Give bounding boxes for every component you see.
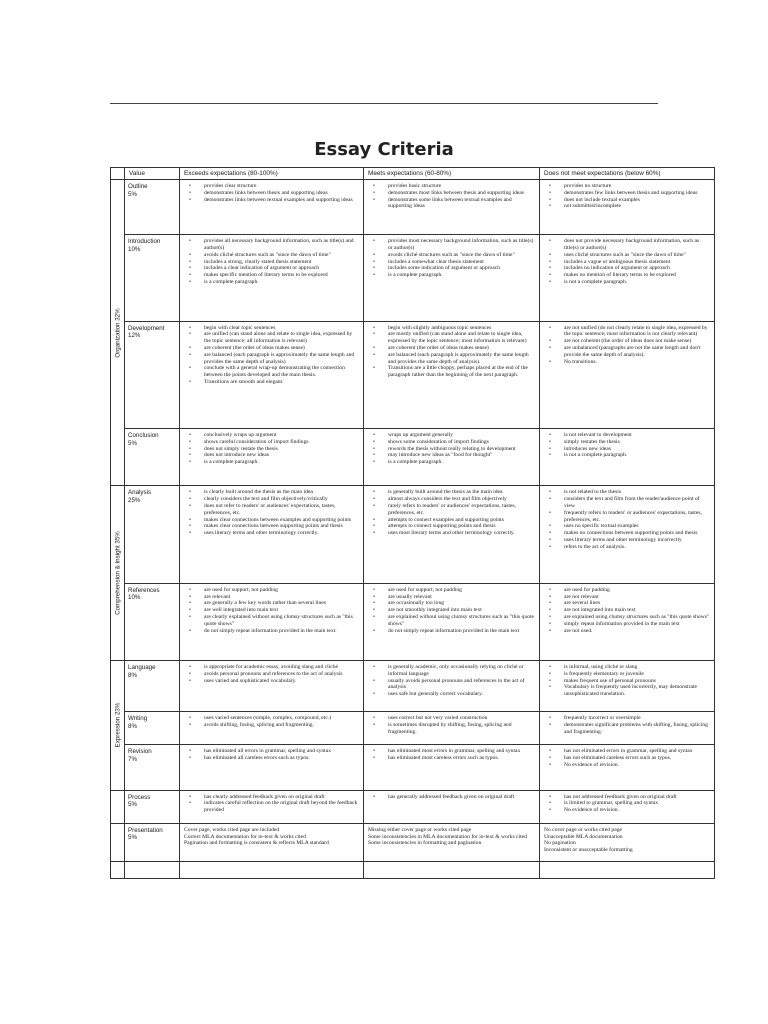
bullet-item: • has not eliminated careless errors such as typos.: [544, 755, 710, 762]
cell-not-meet: [540, 823, 715, 861]
cell-line: Pagination and formatting is consistent & reflects MLA standard: [184, 840, 329, 847]
cell-not-meet: [540, 745, 715, 790]
bullet-item: • does not refer to readers' or audiences' expectations, tastes, preferences, etc.: [184, 503, 359, 517]
bullet-list: [366, 792, 537, 801]
bullet-item: • includes no indication of argument or approach: [544, 265, 710, 272]
criterion-name-cell: [125, 180, 180, 235]
table-row: [111, 486, 715, 583]
bullet-item: • demonstrates links between textual examples and supporting ideas: [184, 197, 359, 204]
bullet-item: • are explained using clumsy structures such as "this quote shows": [544, 614, 710, 621]
top-rule: [110, 103, 658, 104]
bullet-item: • does not introduce new ideas: [184, 452, 359, 459]
bullet-item: • simply restates the thesis: [544, 439, 710, 446]
criterion-name-cell: [125, 321, 180, 428]
bullet-item: • simply repeat information provided in the main text: [544, 621, 710, 628]
bullet-item: • has eliminated all errors in grammar, spelling and syntax: [184, 748, 359, 755]
bullet-item: • are used for support, not padding: [368, 587, 535, 594]
bullet-item: • includes some indication of argument or approach: [368, 265, 535, 272]
bullet-item: • are not relevant: [544, 594, 710, 601]
bullet-item: • demonstrates most links between thesis and supporting ideas: [368, 190, 535, 197]
empty-cell: [125, 861, 180, 878]
bullet-item: • do not simply repeat information provided in the main text: [368, 628, 535, 635]
bullet-item: • is not related to the thesis: [544, 489, 710, 496]
bullet-item: • avoids personal pronouns and references to the act of analysis: [184, 671, 359, 678]
header-row: [111, 168, 715, 180]
bullet-list: [542, 713, 712, 735]
cell-meets: [364, 823, 540, 861]
bullet-list: [182, 323, 361, 386]
cell-line: Unacceptable MLA documentation: [544, 833, 623, 840]
bullet-item: • rarely refers to readers' or audiences' expectations, tastes, preferences, etc.: [368, 503, 535, 517]
bullet-item: • are coherent (the order of ideas makes sense): [368, 345, 535, 352]
bullet-item: • is appropriate for academic essay, avoiding slang and cliché: [184, 664, 359, 671]
bullet-item: • avoids cliché structures such as "since the dawn of time": [368, 252, 535, 259]
group-label: Expression 23%: [114, 702, 121, 748]
cell-exceeds: [180, 790, 364, 823]
bullet-list: [366, 746, 537, 762]
bullet-list: [366, 323, 537, 380]
bullet-item: • has eliminated most errors in grammar, spelling and syntax: [368, 748, 535, 755]
bullet-item: • is sometimes disrupted by shifting, fusing, splicing and fragmenting.: [368, 722, 535, 736]
cell-exceeds: [180, 745, 364, 790]
bullet-item: • are not smoothly integrated into main text: [368, 607, 535, 614]
criterion-weight: 5%: [128, 439, 137, 447]
bullet-item: • considers the text and film from the reader/audience point of view: [544, 496, 710, 510]
cell-line: Correct MLA documentation for in-text & works cited: [184, 833, 306, 840]
bullet-item: • provides all necessary background information, such as title(s) and author(s): [184, 238, 359, 252]
table-row: [111, 583, 715, 660]
cell-exceeds: [180, 321, 364, 428]
bullet-item: • avoids shifting, fusing, splicing and fragmenting.: [184, 722, 359, 729]
bullet-item: • uses most literary terms and other terminology correctly.: [368, 530, 535, 537]
bullet-item: • introduces new ideas: [544, 446, 710, 453]
bullet-item: • No evidence of revision.: [544, 807, 710, 814]
group-label: Comprehension & Insight 35%: [114, 531, 121, 615]
bullet-item: • is not a complete paragraph.: [544, 279, 710, 286]
bullet-item: • is informal, using cliché or slang: [544, 664, 710, 671]
bullet-item: • demonstrates few links between thesis and supporting ideas: [544, 190, 710, 197]
criterion-name: Presentation: [128, 826, 163, 834]
bullet-list: [366, 662, 537, 698]
bullet-item: • is generally academic, only occasionally relying on cliché or informal language: [368, 664, 535, 678]
bullet-item: • are several lines: [544, 600, 710, 607]
bullet-list: [182, 487, 361, 537]
bullet-item: • demonstrates links between thesis and supporting ideas: [184, 190, 359, 197]
bullet-item: • provides most necessary background information, such as title(s) or author(s): [368, 238, 535, 252]
bullet-item: • uses no specific textual examples: [544, 523, 710, 530]
bullet-item: • are usually relevant: [368, 594, 535, 601]
bullet-item: • is clearly built around the thesis as the main idea: [184, 489, 359, 496]
bullet-item: • does not provide necessary background information, such as title(s) or author(s): [544, 238, 710, 252]
group-label: Organization 32%: [114, 308, 121, 358]
criterion-name-cell: [125, 583, 180, 660]
bullet-item: • may introduce new ideas as "food for thought": [368, 452, 535, 459]
bullet-item: • is not relevant to development: [544, 432, 710, 439]
group-label-cell: [111, 661, 125, 791]
cell-exceeds: [180, 712, 364, 745]
bullet-item: • shows careful consideration of import findings: [184, 439, 359, 446]
cell-lines: [182, 825, 361, 847]
bullet-item: • are unbalanced (paragraphs are not the same length and don't provide the same depth of analysis).: [544, 345, 710, 359]
bullet-item: • includes a vague or ambiguous thesis statement: [544, 259, 710, 266]
bullet-item: • makes specific mention of literary terms to be explored: [184, 272, 359, 279]
criterion-name-cell: [125, 823, 180, 861]
criterion-name: Introduction: [128, 238, 161, 246]
bullet-item: • are relevant: [184, 594, 359, 601]
bullet-item: • makes frequent use of personal pronouns: [544, 678, 710, 685]
criterion-name: Outline: [128, 183, 148, 190]
cell-meets: [364, 661, 540, 712]
bullet-item: • attempts to connect examples and supporting points: [368, 517, 535, 524]
empty-cell: [180, 861, 364, 878]
bullet-item: • has eliminated most careless errors such as typos.: [368, 755, 535, 762]
cell-line: Missing either cover page or works cited page: [368, 826, 472, 833]
bullet-item: • is a complete paragraph.: [184, 279, 359, 286]
bullet-item: • demonstrates some links between textual examples and supporting ideas: [368, 197, 535, 211]
criterion-weight: 7%: [128, 756, 137, 764]
group-label-cell: [111, 486, 125, 661]
bullet-list: [182, 746, 361, 762]
bullet-item: • has generally addressed feedback given on original draft: [368, 794, 535, 801]
bullet-item: • makes no connections between supporting points and thesis: [544, 530, 710, 537]
bullet-item: • not submitted/incomplete: [544, 203, 710, 210]
bullet-list: [366, 236, 537, 279]
cell-not-meet: [540, 321, 715, 428]
bullet-item: • are unified (can stand alone and relate to single idea, expressed by the topic sentence; all information is relevant): [184, 331, 359, 345]
bullet-item: • is a complete paragraph.: [368, 272, 535, 279]
bullet-item: • has not addressed feedback given on original draft: [544, 794, 710, 801]
cell-meets: [364, 583, 540, 660]
bullet-item: • does not simply restate the thesis: [184, 446, 359, 453]
criterion-name: Analysis: [128, 489, 152, 497]
group-cell-empty: [111, 861, 125, 878]
bullet-item: • is a complete paragraph.: [184, 459, 359, 466]
criterion-weight: 5%: [128, 190, 137, 198]
bullet-list: [542, 585, 712, 635]
cell-line: No pagination: [544, 840, 576, 847]
cell-line: Cover page, works cited page are included: [184, 826, 280, 833]
criterion-weight: 25%: [128, 497, 141, 505]
cell-not-meet: [540, 790, 715, 823]
bullet-item: • makes clear connections between examples and supporting points: [184, 517, 359, 524]
bullet-list: [182, 713, 361, 729]
bullet-item: • provides basic structure: [368, 183, 535, 190]
bullet-item: • No evidence of revision.: [544, 762, 710, 769]
criterion-name-cell: [125, 790, 180, 823]
bullet-item: • includes a strong, clearly stated thesis statement: [184, 259, 359, 266]
bullet-item: • almost always considers the text and film objectively: [368, 496, 535, 503]
cell-lines: [542, 825, 712, 854]
bullet-item: • are used for support, not padding: [184, 587, 359, 594]
criterion-name: Development: [128, 324, 165, 332]
criterion-name-cell: [125, 661, 180, 712]
criterion-name-cell: [125, 429, 180, 486]
bullet-item: • are explained without using clumsy structures such as "this quote shows": [368, 614, 535, 628]
criteria-table: [110, 167, 715, 879]
cell-not-meet: [540, 486, 715, 583]
bullet-item: • has eliminated all careless errors such as typos.: [184, 755, 359, 762]
cell-exceeds: [180, 235, 364, 321]
bullet-list: [542, 430, 712, 459]
cell-line: Some inconsistencies in MLA documentation for in-text & works cited: [368, 833, 527, 840]
bullet-item: • includes a somewhat clear thesis statement: [368, 259, 535, 266]
bullet-item: • begin with slightly ambiguous topic sentences: [368, 325, 535, 332]
table-row: [111, 235, 715, 321]
table-row: [111, 745, 715, 790]
cell-not-meet: [540, 661, 715, 712]
header-blank: [111, 168, 125, 180]
cell-not-meet: [540, 235, 715, 321]
bullet-item: • makes clear connections between supporting points and thesis: [184, 523, 359, 530]
criterion-name: Writing: [128, 715, 148, 723]
bullet-item: • is not a complete paragraph.: [544, 452, 710, 459]
cell-meets: [364, 712, 540, 745]
bullet-item: • has not eliminated errors in grammar, spelling and syntax: [544, 748, 710, 755]
cell-meets: [364, 180, 540, 235]
bullet-item: • is a complete paragraph.: [368, 459, 535, 466]
header-exceeds: Exceeds expectations (80-100%): [180, 168, 364, 180]
cell-line: No cover page or works cited page: [544, 826, 622, 833]
bullet-list: [366, 713, 537, 735]
header-value: Value: [125, 168, 180, 180]
criterion-name: References: [128, 586, 160, 594]
bullet-item: • uses literary terms and other terminology correctly.: [184, 530, 359, 537]
criterion-weight: 10%: [128, 594, 141, 602]
criterion-weight: 12%: [128, 332, 141, 340]
criterion-weight: 10%: [128, 245, 141, 253]
bullet-item: • are balanced (each paragraph is approximately the same length and provides the same depth of analysis): [184, 352, 359, 366]
bullet-item: • is limited to grammar, spelling and syntax: [544, 800, 710, 807]
bullet-list: [542, 746, 712, 768]
bullet-item: • Vocabulary is frequently used incorrectly, may demonstrate unsophisticated translation.: [544, 684, 710, 698]
bullet-list: [182, 585, 361, 635]
bullet-item: • rewords the thesis without really relating to development: [368, 446, 535, 453]
bullet-item: • are not unified (do not clearly relate to single idea, expressed by the topic sentence; most information is not clearly relevant): [544, 325, 710, 339]
bullet-item: • uses cliché structures such as "since the dawn of time": [544, 252, 710, 259]
empty-cell: [540, 861, 715, 878]
empty-cell: [364, 861, 540, 878]
bullet-item: • clearly considers the text and film objectively/critically: [184, 496, 359, 503]
table-row: [111, 861, 715, 878]
cell-exceeds: [180, 180, 364, 235]
cell-exceeds: [180, 429, 364, 486]
bullet-list: [366, 585, 537, 635]
table-row: [111, 712, 715, 745]
criterion-weight: 5%: [128, 801, 137, 809]
cell-line: Inconsistent or unacceptable formatting: [544, 847, 633, 854]
table-row: [111, 823, 715, 861]
bullet-item: • Transitions are smooth and elegant.: [184, 379, 359, 386]
criterion-name: Revision: [128, 748, 152, 756]
bullet-item: • are generally a few key words rather than several lines: [184, 600, 359, 607]
bullet-list: [542, 181, 712, 210]
bullet-item: • do not simply repeat information provided in the main text.: [184, 628, 359, 635]
bullet-item: • are not coherent (the order of ideas does not make sense): [544, 338, 710, 345]
cell-exceeds: [180, 823, 364, 861]
bullet-item: • begin with clear topic sentences: [184, 325, 359, 332]
bullet-item: • frequently refers to readers' or audiences' expectations, tastes, preferences, etc.: [544, 510, 710, 524]
bullet-list: [542, 662, 712, 698]
bullet-item: • avoids cliché structures such as "since the dawn of time": [184, 252, 359, 259]
bullet-item: • are occasionally too long: [368, 600, 535, 607]
bullet-item: • are coherent (the order of ideas makes sense): [184, 345, 359, 352]
criterion-name: Language: [128, 664, 156, 672]
group-cell-empty: [111, 823, 125, 861]
bullet-item: • uses varied sentences (simple, complex, compound, etc.): [184, 715, 359, 722]
bullet-item: • uses varied and sophisticated vocabulary.: [184, 678, 359, 685]
bullet-list: [182, 430, 361, 466]
bullet-list: [542, 792, 712, 814]
cell-meets: [364, 745, 540, 790]
bullet-item: • shows some consideration of import findings: [368, 439, 535, 446]
bullet-item: • are balanced (each paragraph is approximately the same length and provides the same depth of analysis).: [368, 352, 535, 366]
bullet-item: • refers to the act of analysis.: [544, 544, 710, 551]
bullet-item: • does not include textual examples: [544, 197, 710, 204]
group-label-cell: [111, 180, 125, 486]
table-row: [111, 429, 715, 486]
bullet-item: • demonstrates significant problems with shifting, fusing, splicing and fragmenting.: [544, 722, 710, 736]
bullet-item: • includes a clear indication of argument or approach: [184, 265, 359, 272]
cell-meets: [364, 429, 540, 486]
bullet-item: • are not used.: [544, 628, 710, 635]
table-row: [111, 180, 715, 235]
cell-exceeds: [180, 661, 364, 712]
bullet-item: • No transitions.: [544, 359, 710, 366]
bullet-list: [542, 323, 712, 366]
header-not-meet: Does not meet expectations (below 60%): [540, 168, 715, 180]
cell-line: Some inconsistencies in formatting and pagination: [368, 840, 482, 847]
bullet-item: • is frequently elementary or juvenile: [544, 671, 710, 678]
criterion-name-cell: [125, 235, 180, 321]
bullet-item: • wraps up argument generally: [368, 432, 535, 439]
bullet-item: • conclusively wraps up argument: [184, 432, 359, 439]
criterion-weight: 8%: [128, 671, 137, 679]
criterion-name: Conclusion: [128, 432, 159, 440]
cell-meets: [364, 235, 540, 321]
bullet-item: • conclude with a general wrap-up demonstrating the connection between the points developed and the main thesis.: [184, 365, 359, 379]
cell-meets: [364, 321, 540, 428]
bullet-item: • is generally built around the thesis as the main idea: [368, 489, 535, 496]
cell-not-meet: [540, 712, 715, 745]
cell-not-meet: [540, 180, 715, 235]
bullet-item: • are not integrated into main text: [544, 607, 710, 614]
bullet-list: [182, 236, 361, 286]
cell-meets: [364, 790, 540, 823]
bullet-item: • are mostly unified (can stand alone and relate to single idea, expressed by the topic sentence; most information is relevant): [368, 331, 535, 345]
cell-lines: [366, 825, 537, 847]
page-title: Essay Criteria: [314, 139, 454, 160]
bullet-list: [182, 792, 361, 814]
bullet-item: • provides no structure: [544, 183, 710, 190]
bullet-item: • are used for padding: [544, 587, 710, 594]
bullet-list: [182, 662, 361, 684]
header-meets: Meets expectations (60-80%): [364, 168, 540, 180]
bullet-list: [542, 487, 712, 550]
bullet-list: [366, 487, 537, 537]
bullet-list: [182, 181, 361, 203]
bullet-item: • uses safe but generally correct vocabulary.: [368, 691, 535, 698]
bullet-item: • uses literary terms and other terminology incorrectly: [544, 537, 710, 544]
bullet-item: • frequently incorrect or oversimple: [544, 715, 710, 722]
bullet-item: • Transitions are a little choppy, perhaps placed at the end of the paragraph rather than the beginning of the next paragraph.: [368, 365, 535, 379]
criterion-name-cell: [125, 486, 180, 583]
bullet-item: • are clearly explained without using clumsy structures such as "this quote shows": [184, 614, 359, 628]
table-row: [111, 790, 715, 823]
bullet-list: [366, 181, 537, 210]
bullet-item: • indicates careful reflection on the original draft beyond the feedback provided: [184, 800, 359, 814]
bullet-item: • uses correct but not very varied construction: [368, 715, 535, 722]
criterion-name-cell: [125, 745, 180, 790]
table-row: [111, 661, 715, 712]
criterion-name-cell: [125, 712, 180, 745]
bullet-list: [366, 430, 537, 466]
criterion-weight: 5%: [128, 834, 137, 842]
criterion-name: Process: [128, 793, 151, 801]
bullet-item: • attempts to connect supporting points and thesis: [368, 523, 535, 530]
cell-not-meet: [540, 429, 715, 486]
bullet-item: • provides clear structure: [184, 183, 359, 190]
cell-not-meet: [540, 583, 715, 660]
cell-meets: [364, 486, 540, 583]
bullet-item: • has clearly addressed feedback given on original draft: [184, 794, 359, 801]
criterion-weight: 8%: [128, 722, 137, 730]
cell-exceeds: [180, 486, 364, 583]
table-row: [111, 321, 715, 428]
cell-exceeds: [180, 583, 364, 660]
bullet-item: • makes no mention of literary terms to be explored: [544, 272, 710, 279]
group-cell-empty: [111, 790, 125, 823]
bullet-list: [542, 236, 712, 286]
bullet-item: • are well integrated into main text: [184, 607, 359, 614]
bullet-item: • usually avoids personal pronouns and references to the act of analysis: [368, 678, 535, 692]
criteria-body: [111, 180, 715, 879]
